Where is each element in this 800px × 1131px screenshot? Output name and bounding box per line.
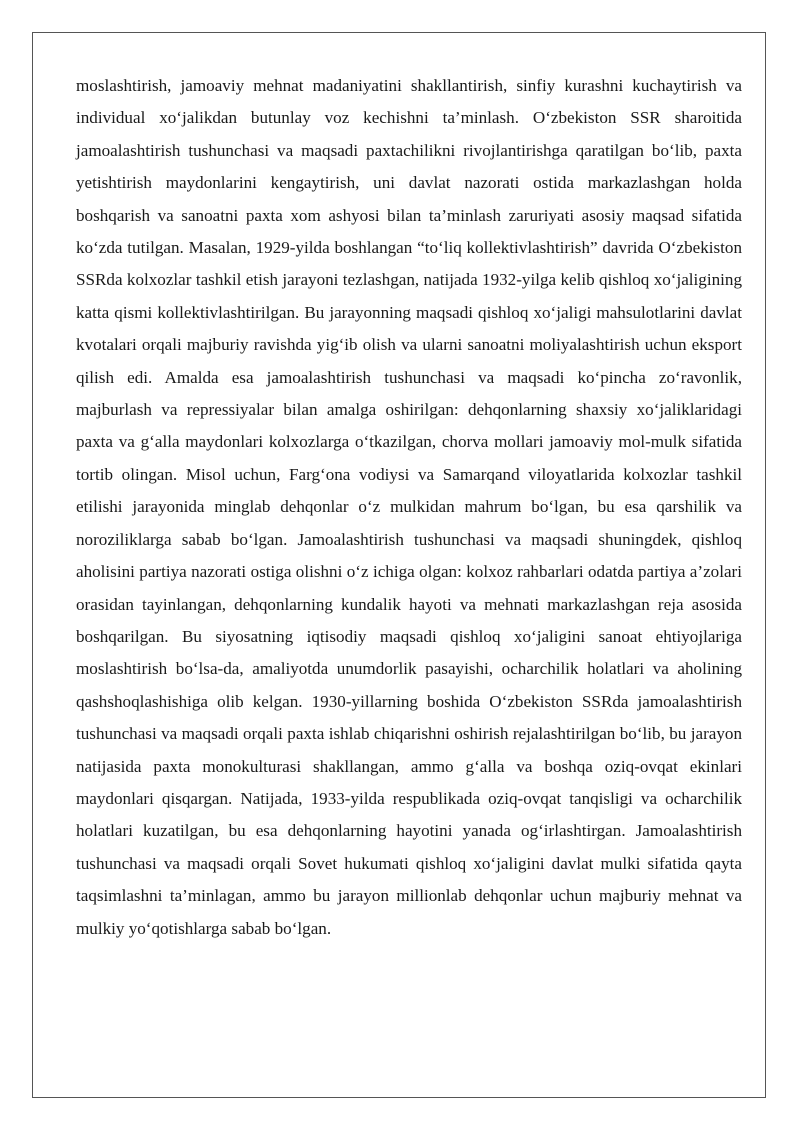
- body-paragraph: moslashtirish, jamoaviy mehnat madaniyatini shakllantirish, sinfiy kurashni kuchaytirish va individual xo‘jalikdan butunlay voz kechishni ta’minlash. O‘zbekiston SSR sharoitida jamoalashtirish tushunchasi va maqsadi paxtachilikni rivojlantirishga qaratilgan bo‘lib, paxta yetishtirish maydonlarini kengaytirish, uni davlat nazorati ostida markazlashgan holda boshqarish va sanoatni paxta xom ashyosi bilan ta’minlash zaruriyati asosiy maqsad sifatida ko‘zda tutilgan. Masalan, 1929-yilda boshlangan “to‘liq kollektivlashtirish” davrida O‘zbekiston SSRda kolxozlar tashkil etish jarayoni tezlashgan, natijada 1932-yilga kelib qishloq xo‘jaligining katta qismi kollektivlashtirilgan. Bu jarayonning maqsadi qishloq xo‘jaligi mahsulotlarini davlat kvotalari orqali majburiy ravishda yig‘ib olish va ularni sanoatni moliyalashtirish uchun eksport qilish edi. Amalda esa jamoalashtirish tushunchasi va maqsadi ko‘pincha zo‘ravonlik, majburlash va repressiyalar bilan amalga oshirilgan: dehqonlarning shaxsiy xo‘jaliklaridagi paxta va g‘alla maydonlari kolxozlarga o‘tkazilgan, chorva mollari jamoaviy mol-mulk sifatida tortib olingan. Misol uchun, Farg‘ona vodiysi va Samarqand viloyatlarida kolxozlar tashkil etilishi jarayonida minglab dehqonlar o‘z mulkidan mahrum bo‘lgan, bu esa qarshilik va noroziliklarga sabab bo‘lgan. Jamoalashtirish tushunchasi va maqsadi shuningdek, qishloq aholisini partiya nazorati ostiga olishni o‘z ichiga olgan: kolxoz rahbarlari odatda partiya a’zolari orasidan tayinlangan, dehqonlarning kundalik hayoti va mehnati markazlashgan reja asosida boshqarilgan. Bu siyosatning iqtisodiy maqsadi qishloq xo‘jaligini sanoat ehtiyojlariga moslashtirish bo‘lsa-da, amaliyotda unumdorlik pasayishi, ocharchilik holatlari va aholining qashshoqlashishiga olib kelgan. 1930-yillarning boshida O‘zbekiston SSRda jamoalashtirish tushunchasi va maqsadi orqali paxta ishlab chiqarishni oshirish rejalashtirilgan bo‘lib, bu jarayon natijasida paxta monokulturasi shakllangan, ammo g‘alla va boshqa oziq-ovqat ekinlari maydonlari qisqargan. Natijada, 1933-yilda respublikada oziq-ovqat tanqisligi va ocharchilik holatlari kuzatilgan, bu esa dehqonlarning hayotini yanada og‘irlashtirgan. Jamoalashtirish tushunchasi va maqsadi orqali Sovet hukumati qishloq xo‘jaligini davlat mulki sifatida qayta taqsimlashni ta’minlagan, ammo bu jarayon millionlab dehqonlar uchun majburiy mehnat va mulkiy yo‘qotishlarga sabab bo‘lgan.: [76, 76, 742, 938]
